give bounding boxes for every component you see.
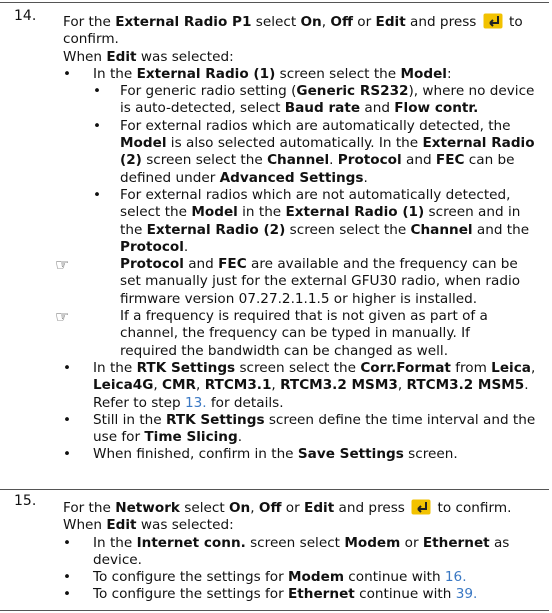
bold-term: External Radio (1): [136, 65, 276, 82]
text-line: Refer to step 13. for details.: [93, 394, 284, 411]
bold-term: Protocol: [337, 152, 402, 169]
text-line: (2) screen select the Channel. Protocol and FEC can be: [120, 152, 515, 169]
bold-term: Protocol: [120, 238, 184, 255]
bottom-rule: [0, 610, 549, 611]
bold-term: Leica: [491, 359, 531, 376]
bold-term: Model: [400, 65, 447, 82]
text-line: select the Model in the External Radio (1) screen and in: [120, 204, 521, 221]
text-line: For the External Radio P1 select On, Off or Edit and press to: [63, 14, 523, 30]
bold-term: External Radio P1: [115, 14, 252, 30]
text-line: use for Time Slicing.: [93, 429, 243, 446]
step-15-bullet-ethernet: [63, 586, 541, 603]
text-line: For external radios which are automatically detected, the: [120, 117, 511, 134]
subbullet-text: [120, 118, 541, 187]
bold-term: Corr.Format: [360, 359, 451, 376]
step-14-bullet-rtk-format: [63, 360, 541, 412]
step-link[interactable]: 39.: [455, 586, 478, 603]
bold-term: Modem: [344, 534, 401, 551]
bullet-glyph: •: [93, 83, 102, 100]
text-line: Still in the RTK Settings screen define the time interval and the: [93, 411, 536, 428]
text-line: For the Network select On, Off or Edit and press to confirm.: [63, 500, 512, 516]
bold-term: Modem: [288, 569, 344, 586]
bullet-text: [93, 586, 541, 603]
note-text: [120, 256, 541, 308]
step-14-number: 14.: [14, 8, 37, 24]
bold-term: Edit: [106, 517, 137, 534]
text-line: For external radios which are not automatically detected,: [120, 186, 511, 203]
step-15-bullet-modem: [63, 569, 541, 586]
step-15-intro: [63, 499, 541, 535]
bullet-glyph: •: [93, 117, 102, 134]
bold-term: Off: [258, 500, 282, 516]
pointing-hand-icon: ☞: [55, 307, 70, 327]
text-line: To configure the settings for Ethernet continue with 39.: [93, 586, 478, 603]
bold-term: Model: [120, 135, 167, 152]
bullet-glyph: •: [63, 359, 72, 376]
bullet-glyph: •: [63, 569, 72, 586]
bold-term: RTCM3.1: [204, 377, 272, 394]
step-14-note-protocol: [55, 255, 541, 308]
text-line: When Edit was selected:: [63, 517, 234, 534]
bold-term: Time Slicing: [144, 429, 238, 446]
bullet-glyph: •: [63, 65, 72, 82]
text-line: In the Internet conn. screen select Modem or Ethernet as: [93, 534, 510, 551]
bold-term: Advanced Settings: [219, 169, 364, 186]
bold-term: Ethernet: [288, 586, 355, 603]
step-link[interactable]: 13.: [184, 394, 207, 411]
text-line: Model is also selected automatically. In the External Radio: [120, 135, 535, 152]
step-15-number: 15.: [14, 493, 37, 509]
bold-term: RTK Settings: [136, 359, 236, 376]
text-line: If a frequency is required that is not given as part of a: [120, 308, 488, 325]
text-line: required the bandwidth can be changed as well.: [120, 342, 449, 359]
bold-term: Edit: [106, 48, 137, 65]
subbullet-text: [120, 187, 541, 256]
step-14-bullet-radio-model: [63, 66, 541, 83]
step-15-bullet-internet-conn: [63, 535, 541, 570]
pointing-hand-icon: ☞: [55, 255, 70, 275]
bullet-text: [93, 360, 541, 412]
bold-term: Save Settings: [297, 446, 404, 463]
bold-term: Channel: [267, 152, 330, 169]
bold-term: On: [300, 14, 322, 30]
step-15-body: [63, 499, 541, 604]
bold-term: Channel: [410, 221, 473, 238]
text-line: In the RTK Settings screen select the Corr.Format from Leica,: [93, 359, 536, 376]
bold-term: FEC: [435, 152, 465, 169]
text-line: the External Radio (2) screen select the Channel and the: [120, 221, 530, 238]
bold-term: Flow contr.: [394, 100, 479, 117]
bullet-glyph: •: [63, 446, 72, 463]
step-link[interactable]: 16.: [444, 569, 467, 586]
bold-term: Network: [115, 500, 180, 516]
enter-key-icon: [483, 13, 503, 29]
text-line: Leica4G, CMR, RTCM3.1, RTCM3.2 MSM3, RTCM3.2 MSM5.: [93, 377, 529, 394]
step-divider-rule: [0, 489, 549, 490]
bullet-glyph: •: [93, 186, 102, 203]
step-14-subbullet-autodetected: [63, 118, 541, 187]
enter-key-icon: [411, 499, 431, 515]
subbullet-text: [120, 83, 541, 118]
text-line: In the External Radio (1) screen select the Model:: [93, 65, 452, 82]
bold-term: Leica4G: [93, 377, 154, 394]
step-14-body: [55, 13, 541, 464]
text-line: firmware version 07.27.2.1.1.5 or higher is installed.: [120, 290, 478, 307]
bullet-text: [93, 66, 541, 83]
bold-term: Edit: [304, 500, 335, 516]
text-line: channel, the frequency can be typed in manually. If: [120, 325, 470, 342]
bold-term: Edit: [375, 14, 406, 30]
bold-term: RTCM3.2 MSM5: [406, 377, 525, 394]
top-rule: [0, 2, 549, 3]
text-line: Protocol and FEC are available and the frequency can be: [120, 256, 518, 273]
bold-term: External Radio: [422, 135, 535, 152]
bold-term: CMR: [162, 377, 197, 394]
step-14-intro: [63, 13, 541, 66]
text-line: set manually just for the external GFU30 radio, when radio: [120, 273, 521, 290]
bold-term: Ethernet: [422, 534, 490, 551]
bold-term: FEC: [218, 256, 247, 273]
bullet-text: [93, 569, 541, 586]
bullet-glyph: •: [63, 586, 72, 603]
bullet-text: [93, 535, 541, 570]
note-text: [120, 308, 541, 360]
step-14-note-frequency: [55, 307, 541, 360]
text-line: defined under Advanced Settings.: [120, 169, 368, 186]
bullet-glyph: •: [63, 411, 72, 428]
bold-term: Protocol: [120, 256, 184, 273]
text-line: To configure the settings for Modem continue with 16.: [93, 569, 467, 586]
step-14-subbullet-not-detected: [63, 187, 541, 256]
text-line: When finished, confirm in the Save Settings screen.: [93, 446, 458, 463]
text-line: When Edit was selected:: [63, 48, 234, 65]
text-line: For generic radio setting (Generic RS232), where no device: [120, 83, 535, 100]
bold-term: Generic RS232: [296, 83, 409, 100]
bold-term: External Radio (1): [285, 204, 425, 221]
bold-term: On: [229, 500, 251, 516]
text-line: Protocol.: [120, 238, 189, 255]
bold-term: Off: [330, 14, 353, 30]
bold-term: External Radio (2): [146, 221, 286, 238]
bold-term: Model: [191, 204, 238, 221]
text-line: is auto-detected, select Baud rate and Flow contr.: [120, 100, 479, 117]
bold-term: Internet conn.: [136, 534, 246, 551]
bullet-glyph: •: [63, 534, 72, 551]
bullet-text: [93, 446, 541, 463]
bold-term: RTCM3.2 MSM3: [280, 377, 398, 394]
step-14-subbullet-generic: [63, 83, 541, 118]
text-line: confirm.: [63, 31, 119, 48]
step-14-bullet-time-slicing: [63, 412, 541, 447]
text-line: device.: [93, 551, 142, 568]
bold-term: Baud rate: [284, 100, 361, 117]
step-14-bullet-save: [63, 446, 541, 463]
bold-term: RTK Settings: [165, 411, 265, 428]
bullet-text: [93, 412, 541, 447]
bold-term: (2): [120, 152, 142, 169]
